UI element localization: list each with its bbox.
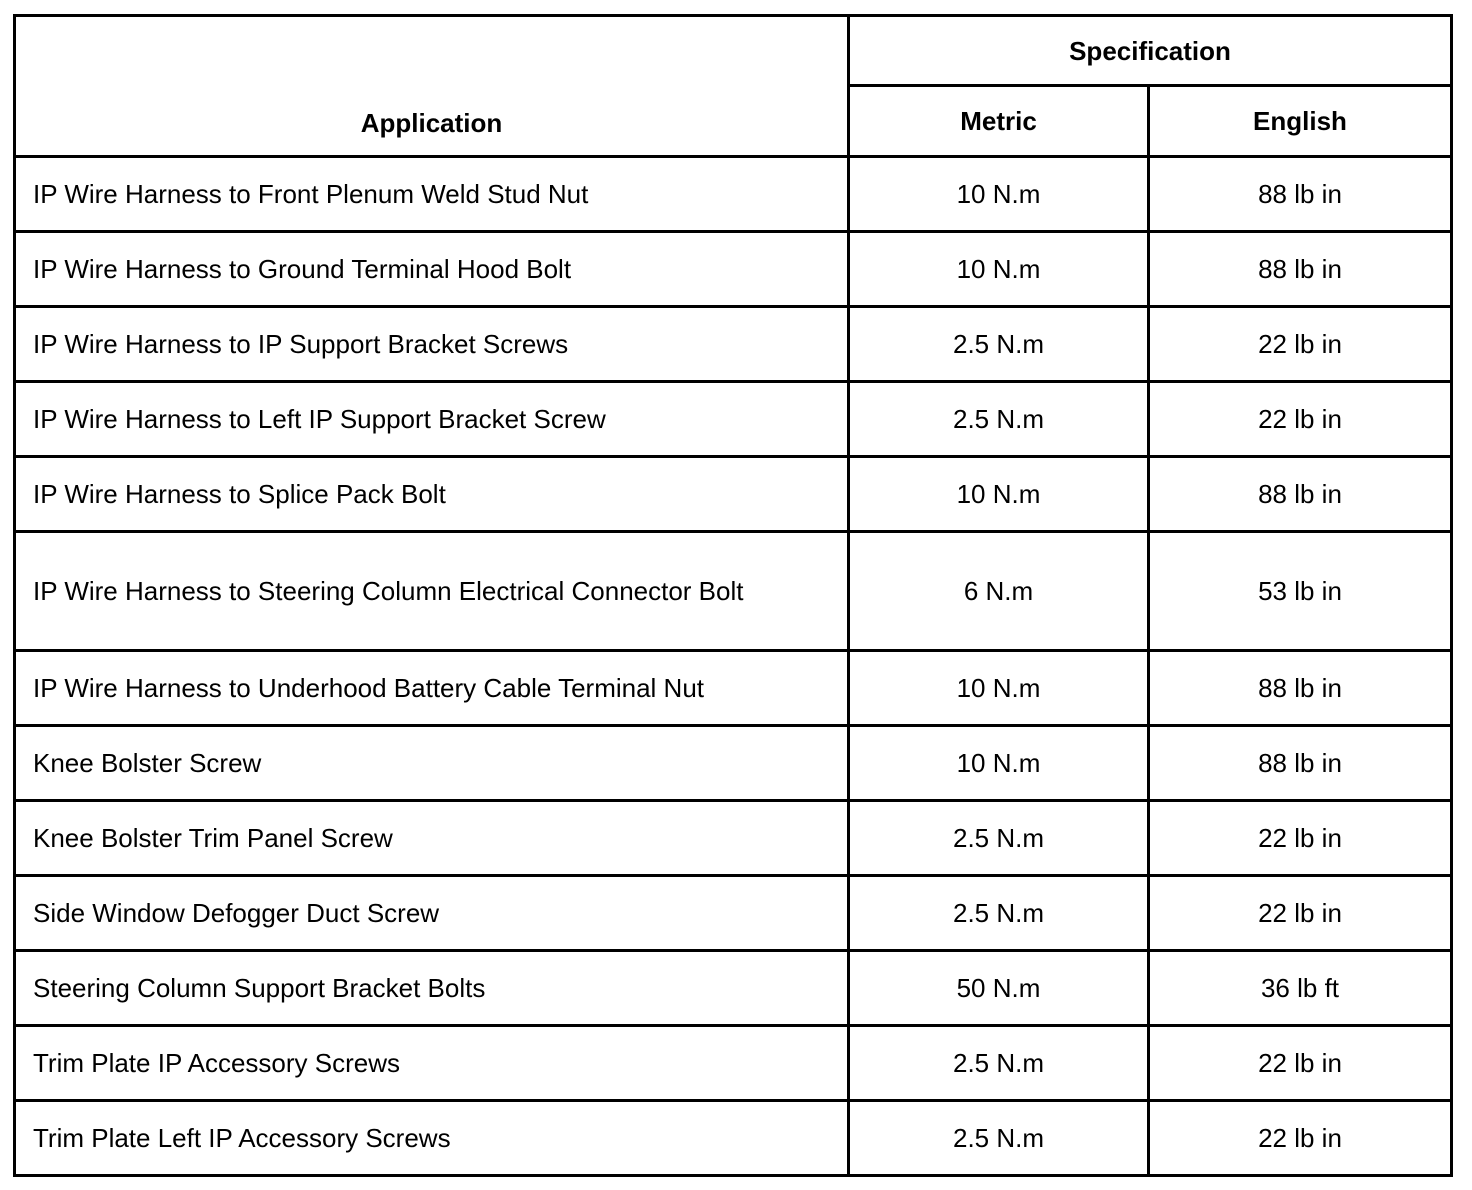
table-row — [15, 876, 1452, 951]
application-cell: IP Wire Harness to Underhood Battery Cable Terminal Nut — [15, 651, 849, 726]
application-cell: Trim Plate Left IP Accessory Screws — [15, 1101, 849, 1176]
metric-cell: 10 N.m — [849, 457, 1149, 532]
fastener-spec-table — [13, 14, 1453, 1177]
english-cell: 22 lb in — [1149, 1026, 1452, 1101]
english-header: English — [1149, 86, 1452, 157]
table-row — [15, 457, 1452, 532]
english-cell: 53 lb in — [1149, 532, 1452, 651]
english-cell: 22 lb in — [1149, 307, 1452, 382]
application-cell: IP Wire Harness to Steering Column Electrical Connector Bolt — [15, 532, 849, 651]
application-cell: IP Wire Harness to IP Support Bracket Screws — [15, 307, 849, 382]
specification-header: Specification — [849, 16, 1452, 86]
metric-cell: 10 N.m — [849, 157, 1149, 232]
table-row — [15, 651, 1452, 726]
metric-cell: 10 N.m — [849, 232, 1149, 307]
application-cell: IP Wire Harness to Ground Terminal Hood Bolt — [15, 232, 849, 307]
metric-cell: 2.5 N.m — [849, 1101, 1149, 1176]
english-cell: 88 lb in — [1149, 232, 1452, 307]
metric-cell: 2.5 N.m — [849, 1026, 1149, 1101]
english-cell: 22 lb in — [1149, 876, 1452, 951]
metric-cell: 2.5 N.m — [849, 382, 1149, 457]
metric-cell: 6 N.m — [849, 532, 1149, 651]
application-cell: IP Wire Harness to Front Plenum Weld Stud Nut — [15, 157, 849, 232]
metric-cell: 2.5 N.m — [849, 307, 1149, 382]
english-cell: 88 lb in — [1149, 726, 1452, 801]
table-row — [15, 232, 1452, 307]
metric-cell: 2.5 N.m — [849, 801, 1149, 876]
english-cell: 36 lb ft — [1149, 951, 1452, 1026]
table-row — [15, 1101, 1452, 1176]
metric-cell: 50 N.m — [849, 951, 1149, 1026]
application-cell: Trim Plate IP Accessory Screws — [15, 1026, 849, 1101]
table-row — [15, 951, 1452, 1026]
table-row — [15, 532, 1452, 651]
english-cell: 88 lb in — [1149, 457, 1452, 532]
table-row — [15, 801, 1452, 876]
application-cell: Side Window Defogger Duct Screw — [15, 876, 849, 951]
english-cell: 88 lb in — [1149, 157, 1452, 232]
application-cell: IP Wire Harness to Splice Pack Bolt — [15, 457, 849, 532]
table-row — [15, 307, 1452, 382]
metric-cell: 10 N.m — [849, 726, 1149, 801]
metric-cell: 10 N.m — [849, 651, 1149, 726]
table-row — [15, 726, 1452, 801]
table-row — [15, 382, 1452, 457]
table-row — [15, 157, 1452, 232]
english-cell: 22 lb in — [1149, 1101, 1452, 1176]
application-header: Application — [15, 16, 849, 157]
application-cell: Knee Bolster Screw — [15, 726, 849, 801]
english-cell: 22 lb in — [1149, 382, 1452, 457]
application-cell: Knee Bolster Trim Panel Screw — [15, 801, 849, 876]
metric-cell: 2.5 N.m — [849, 876, 1149, 951]
metric-header: Metric — [849, 86, 1149, 157]
header-row-top — [15, 16, 1452, 86]
table-row — [15, 1026, 1452, 1101]
english-cell: 88 lb in — [1149, 651, 1452, 726]
application-cell: IP Wire Harness to Left IP Support Bracket Screw — [15, 382, 849, 457]
application-cell: Steering Column Support Bracket Bolts — [15, 951, 849, 1026]
english-cell: 22 lb in — [1149, 801, 1452, 876]
